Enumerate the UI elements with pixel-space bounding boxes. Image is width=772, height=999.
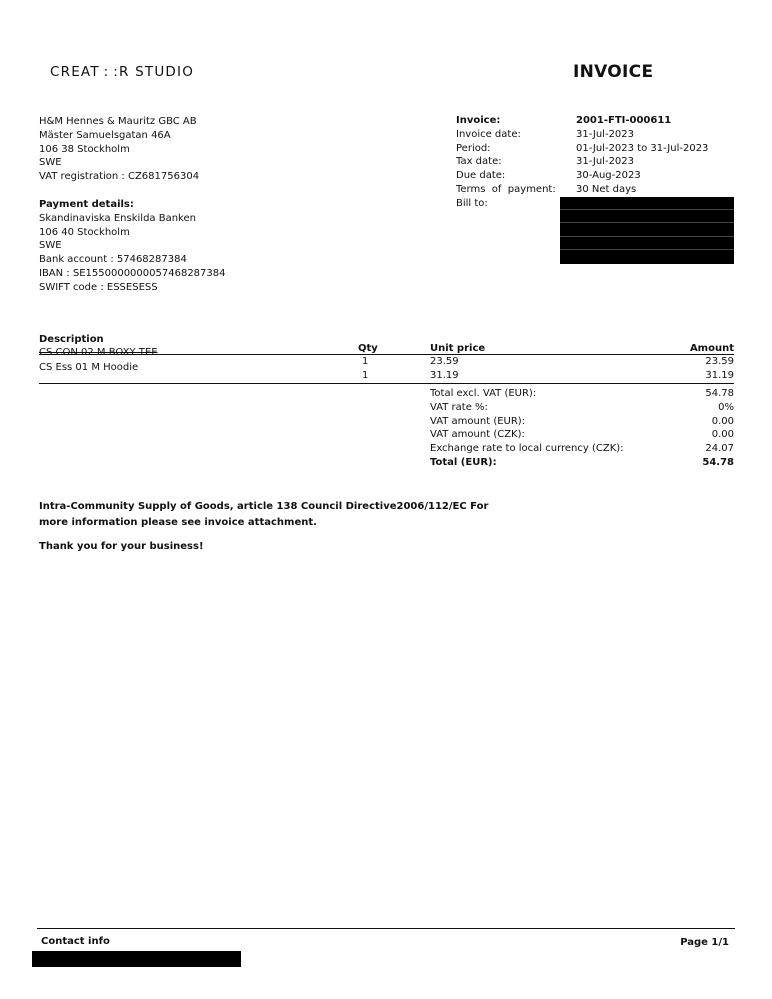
col-amount-header: Amount	[689, 343, 734, 354]
bank-city: 106 40 Stockholm	[39, 226, 130, 238]
table-row-unit-price: 23.59	[430, 356, 459, 367]
tax-date: 31-Jul-2023	[576, 156, 635, 168]
company-logo: CREAT : :R STUDIO	[50, 64, 195, 80]
meta-label: Invoice date:	[456, 128, 521, 140]
total-label: VAT rate %:	[430, 401, 488, 413]
total-label: VAT amount (CZK):	[430, 429, 525, 441]
table-bottom-rule	[39, 383, 734, 384]
document-title: INVOICE	[573, 62, 654, 82]
table-row-unit-price: 31.19	[430, 370, 459, 381]
seller-country: SWE	[39, 157, 62, 169]
meta-label: Bill to:	[456, 197, 488, 209]
vat-amount-czk: 0.00	[711, 429, 734, 441]
table-row-description: CS CON 02 M BOXY TEE	[39, 347, 158, 358]
invoice-number: 2001-FTI-000611	[576, 115, 672, 126]
total-excl-vat: 54.78	[705, 388, 734, 399]
vat-rate: 0%	[718, 401, 734, 413]
iban: IBAN : SE1550000000057468287384	[39, 267, 226, 279]
total-label: Total (EUR):	[430, 456, 497, 468]
bank-country: SWE	[39, 240, 62, 252]
contact-info-redacted	[32, 951, 241, 967]
meta-label: Invoice:	[456, 115, 501, 126]
exchange-rate: 24.07	[705, 443, 734, 455]
meta-label: Due date:	[456, 170, 506, 182]
col-description-header: Description	[39, 334, 104, 345]
total-label: Total excl. VAT (EUR):	[430, 388, 537, 399]
swift-code: SWIFT code : ESSESESS	[39, 281, 158, 293]
payment-details	[39, 198, 226, 295]
table-row-amount: 23.59	[705, 356, 734, 367]
note-line: more information please see invoice attachment.	[39, 517, 317, 528]
total-label: Exchange rate to local currency (CZK):	[430, 443, 624, 455]
payment-terms: 30 Net days	[576, 183, 637, 195]
note-line: Intra-Community Supply of Goods, article 138 Council Directive2006/112/EC For	[39, 501, 489, 512]
table-row-qty: 1	[362, 356, 369, 367]
vat-amount-eur: 0.00	[711, 415, 734, 427]
grand-total: 54.78	[702, 456, 734, 468]
meta-label: Tax date:	[456, 156, 502, 168]
thank-you-note: Thank you for your business!	[39, 541, 204, 552]
seller-vat: VAT registration : CZ681756304	[39, 171, 200, 183]
footer-rule	[37, 928, 735, 929]
seller-address	[39, 115, 199, 184]
col-unit-price-header: Unit price	[430, 343, 486, 354]
seller-city: 106 38 Stockholm	[39, 143, 130, 155]
due-date: 30-Aug-2023	[576, 170, 641, 182]
payment-heading: Payment details:	[39, 199, 134, 210]
invoice-meta-values	[576, 114, 708, 197]
total-label: VAT amount (EUR):	[430, 415, 526, 427]
table-row-description: CS Ess 01 M Hoodie	[39, 362, 139, 373]
seller-name: H&M Hennes & Mauritz GBC AB	[39, 116, 197, 127]
totals-labels	[430, 387, 624, 470]
invoice-period: 01-Jul-2023 to 31-Jul-2023	[576, 142, 709, 154]
page-number: Page 1/1	[680, 937, 729, 948]
bank-name: Skandinaviska Enskilda Banken	[39, 212, 196, 224]
intra-community-note	[39, 499, 488, 531]
totals-values	[702, 387, 734, 470]
meta-label: Terms of payment:	[456, 183, 556, 195]
table-row-qty: 1	[362, 370, 369, 381]
contact-info-label: Contact info	[41, 936, 110, 947]
invoice-date: 31-Jul-2023	[576, 128, 635, 140]
bill-to-redacted	[560, 197, 734, 264]
bank-account: Bank account : 57468287384	[39, 254, 187, 266]
col-qty-header: Qty	[358, 343, 378, 354]
meta-label: Period:	[456, 142, 491, 154]
table-row-amount: 31.19	[705, 370, 734, 381]
invoice-meta-labels	[456, 114, 556, 211]
seller-street: Mäster Samuelsgatan 46A	[39, 129, 171, 141]
